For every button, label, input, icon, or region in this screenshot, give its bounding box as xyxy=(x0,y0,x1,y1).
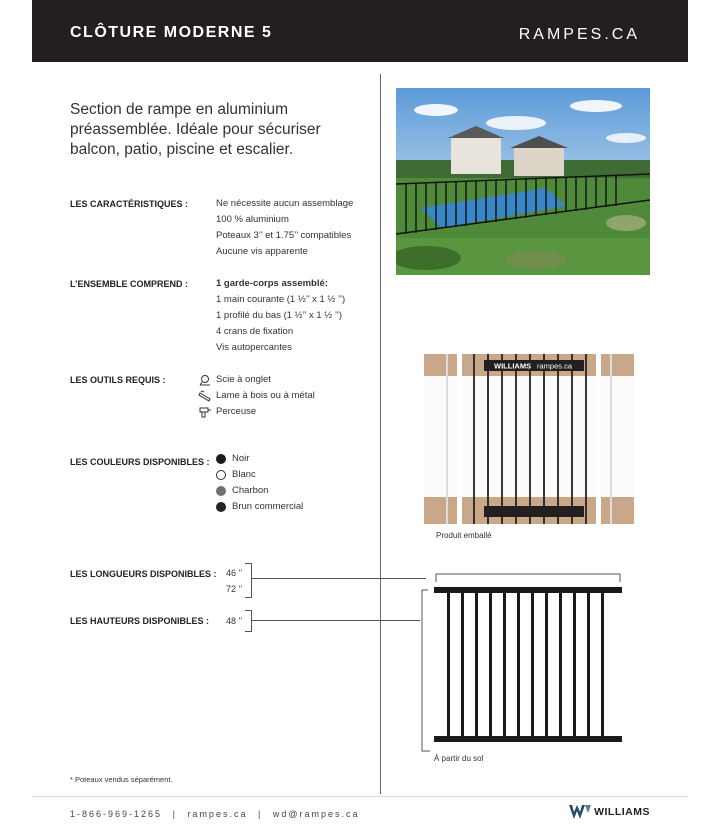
site-name[interactable]: RAMPES.CA xyxy=(518,26,640,43)
header-bar xyxy=(32,0,688,62)
color-item xyxy=(216,483,303,499)
product-photo xyxy=(396,88,650,275)
color-swatch xyxy=(216,486,226,496)
packaged-caption: Produit emballé xyxy=(436,531,492,540)
color-label: Charbon xyxy=(232,485,269,496)
package-item: 4 crans de fixation xyxy=(216,326,294,337)
feature-item: Aucune vis apparente xyxy=(216,246,308,257)
website-link[interactable]: rampes.ca xyxy=(187,809,248,819)
color-label: Blanc xyxy=(232,469,256,480)
color-swatch xyxy=(216,502,226,512)
lengths-label: LES LONGUEURS DISPONIBLES : xyxy=(70,569,217,579)
tool-label: Perceuse xyxy=(216,406,257,417)
tool-item xyxy=(198,388,315,404)
color-item xyxy=(216,451,303,467)
intro-text: Section de rampe en aluminium préassemblée. Idéale pour sécuriser balcon, patio, piscine et escalier. xyxy=(70,101,321,158)
logo-text: WILLIAMS xyxy=(594,806,650,818)
colors-list xyxy=(216,451,303,515)
colors-label: LES COULEURS DISPONIBLES : xyxy=(70,457,210,467)
heights-label: LES HAUTEURS DISPONIBLES : xyxy=(70,616,210,626)
heights-leader xyxy=(252,620,420,621)
tool-item xyxy=(198,372,315,388)
color-label: Noir xyxy=(232,453,250,464)
tool-label: Scie à onglet xyxy=(216,374,271,385)
length-value: 72 ’’ xyxy=(226,584,243,594)
footnote: * Poteaux vendus séparément. xyxy=(70,775,173,784)
phone-link[interactable]: 1-866-969-1265 xyxy=(70,809,163,819)
fence-elevation-drawing xyxy=(414,568,674,758)
package-item: 1 main courante (1 ½’’ x 1 ½ ’’) xyxy=(216,294,346,305)
package-item: 1 profilé du bas (1 ½’’ x 1 ½ ’’) xyxy=(216,310,343,321)
feature-item: Ne nécessite aucun assemblage xyxy=(216,198,354,209)
tools-list xyxy=(198,372,315,420)
package-list xyxy=(216,276,345,356)
product-title: CLÔTURE MODERNE 5 xyxy=(70,24,273,41)
tools-label: LES OUTILS REQUIS : xyxy=(70,375,166,385)
color-label: Brun commercial xyxy=(232,501,304,512)
packaged-product-image xyxy=(424,354,634,524)
miter-saw-icon xyxy=(198,374,212,386)
length-value: 46 ’’ xyxy=(226,568,243,578)
package-item: Vis autopercantes xyxy=(216,342,292,353)
package-item: 1 garde-corps assemblé: xyxy=(216,278,328,289)
color-item xyxy=(216,499,303,515)
tool-label: Lame à bois ou à métal xyxy=(216,390,315,401)
saw-blade-icon xyxy=(198,390,212,402)
drill-icon xyxy=(198,406,212,418)
color-swatch xyxy=(216,470,226,480)
package-label: L’ENSEMBLE COMPREND : xyxy=(70,279,189,289)
color-item xyxy=(216,467,303,483)
feature-item: Poteaux 3’’ et 1.75’’ compatibles xyxy=(216,230,352,241)
email-link[interactable]: wd@rampes.ca xyxy=(272,809,360,819)
ground-caption: À partir du sol xyxy=(434,754,484,763)
contact-bar xyxy=(70,809,360,819)
separator: | xyxy=(257,809,263,819)
williams-logo-icon xyxy=(569,805,591,819)
lengths-leader xyxy=(252,578,426,579)
box-site: rampes.ca xyxy=(537,361,573,371)
feature-item: 100 % aluminium xyxy=(216,214,289,225)
color-swatch xyxy=(216,454,226,464)
lengths-bracket xyxy=(245,563,252,598)
footer-divider xyxy=(32,796,688,797)
tool-item xyxy=(198,404,315,420)
features-list xyxy=(216,196,353,260)
spec-sheet xyxy=(32,0,688,828)
separator: | xyxy=(172,809,177,819)
height-value: 48 ’’ xyxy=(226,616,243,626)
williams-logo xyxy=(569,805,650,819)
heights-bracket xyxy=(245,610,252,632)
column-divider xyxy=(380,74,381,794)
features-label: LES CARACTÉRISTIQUES : xyxy=(70,199,189,209)
box-brand: WILLIAMS xyxy=(494,361,532,371)
